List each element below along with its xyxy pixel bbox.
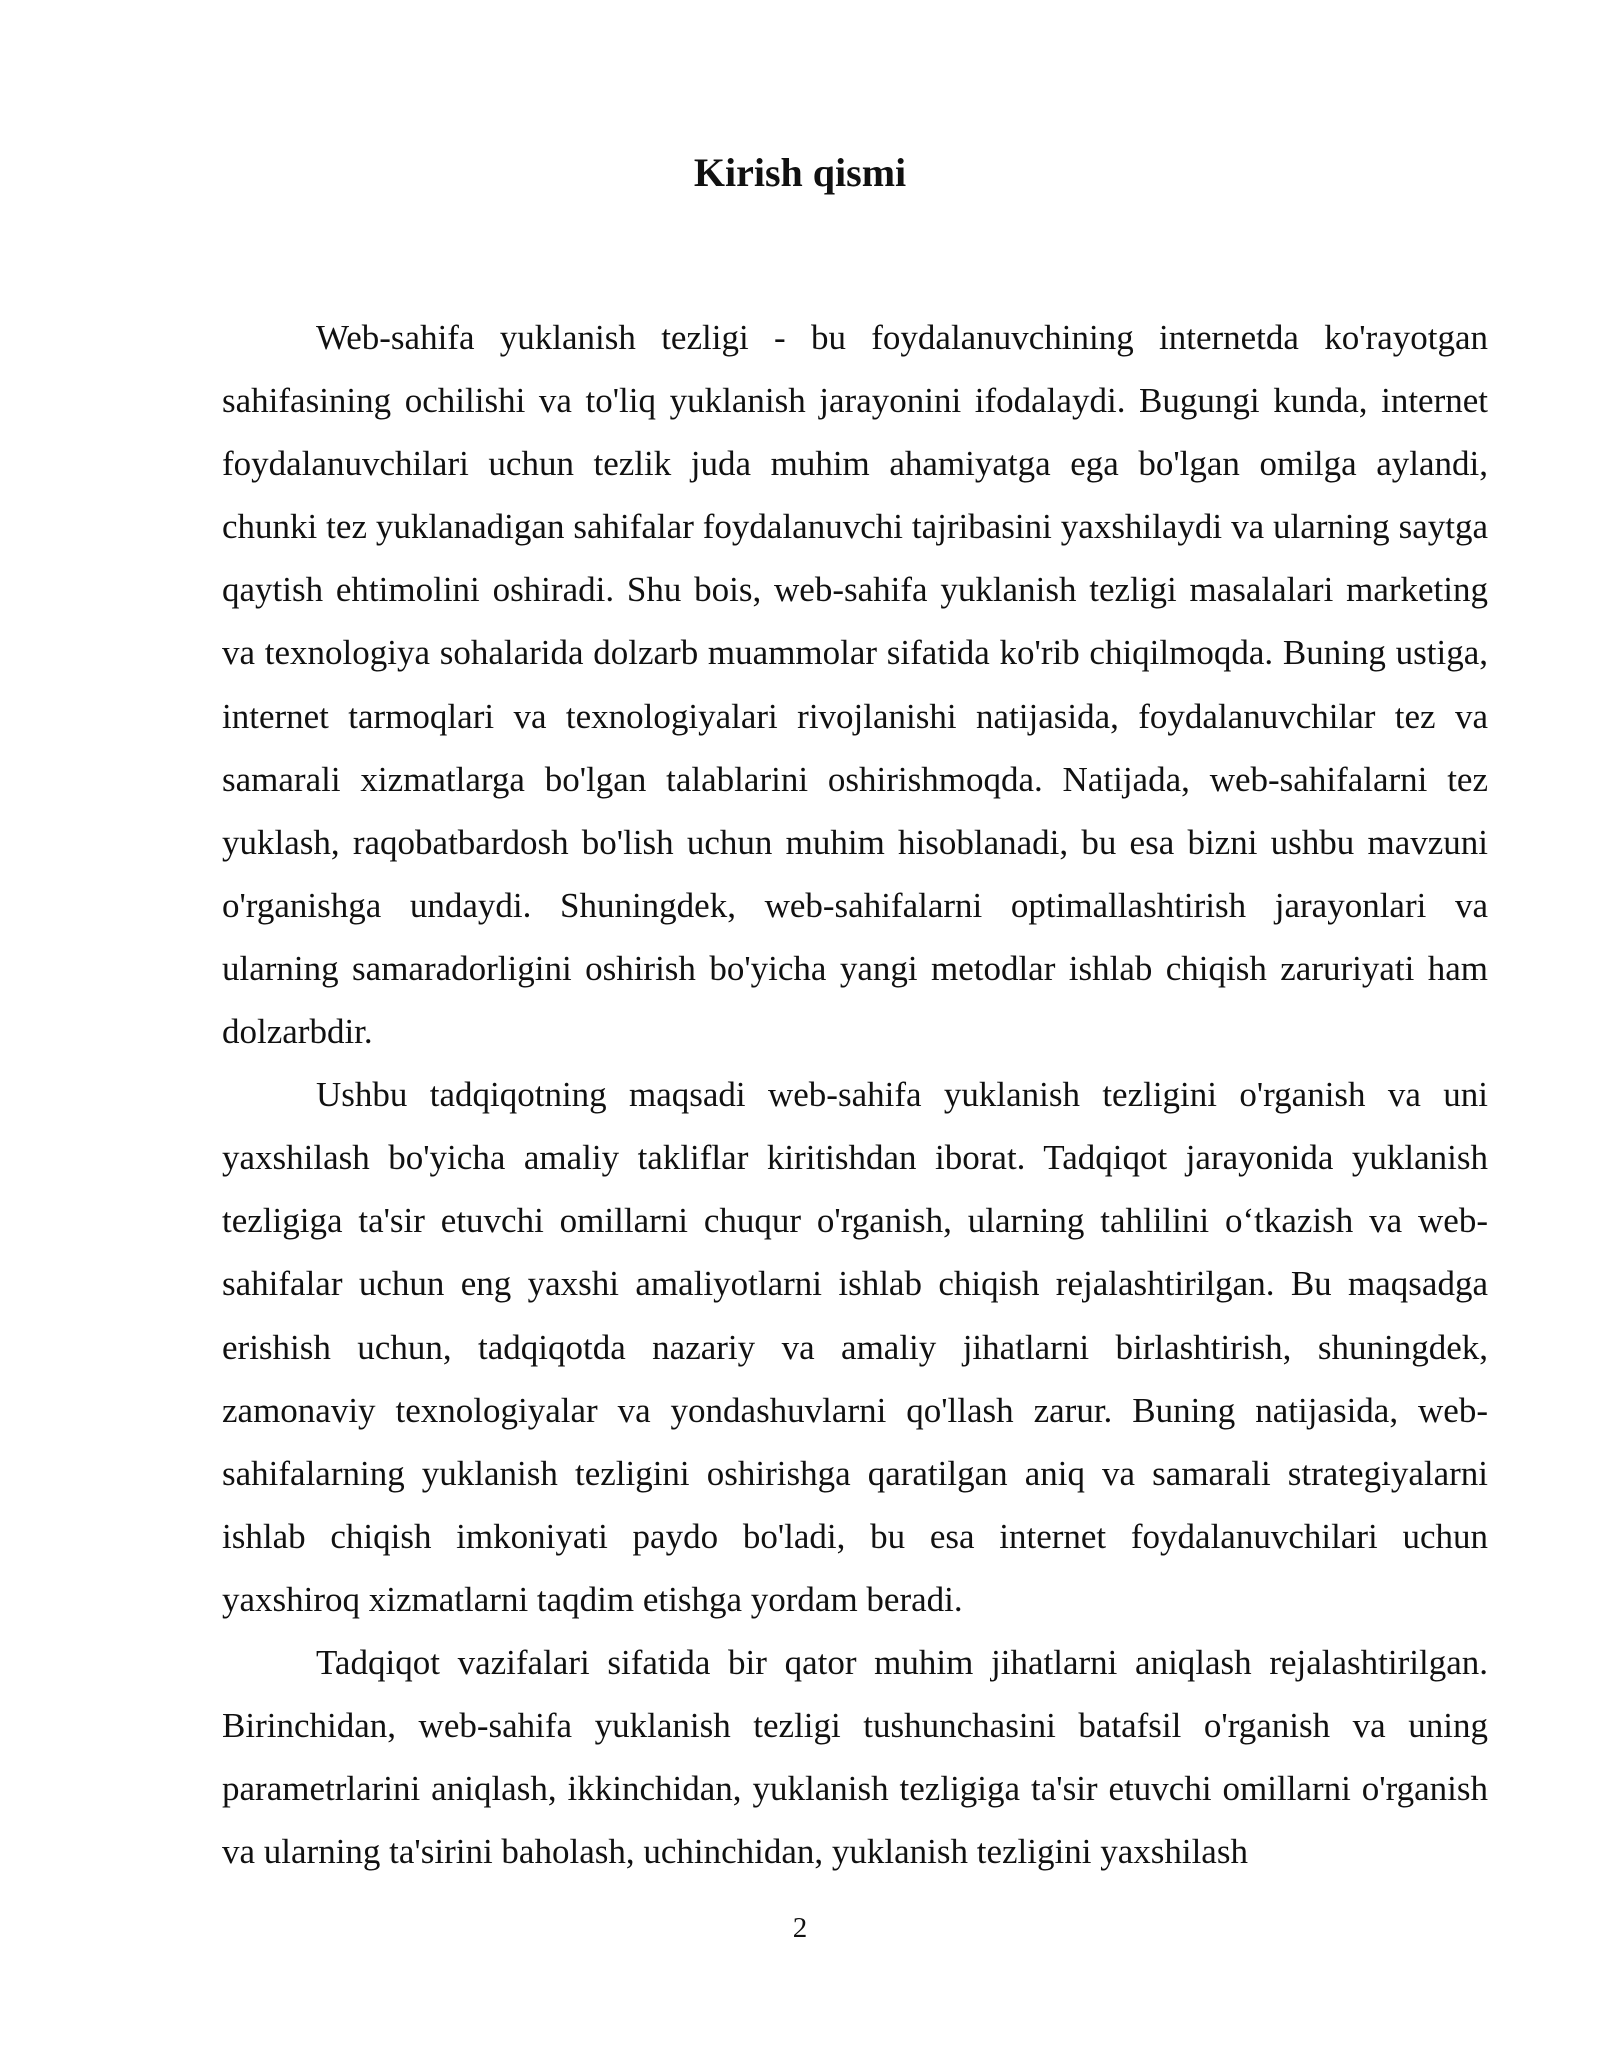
paragraph-2: Ushbu tadqiqotning maqsadi web-sahifa yuklanish tezligini o'rganish va uni yaxshilash bo'yicha amaliy takliflar kiritishdan iborat. Tadqiqot jarayonida yuklanish tezligiga ta'sir etuvchi omillarni chuqur o'rganish, ularning tahlilini o‘tkazish va web-sahifalar uchun eng yaxshi amaliyotlarni ishlab chiqish rejalashtirilgan. Bu maqsadga erishish uchun, tadqiqotda nazariy va amaliy jihatlarni birlashtirish, shuningdek, zamonaviy texnologiyalar va yondashuvlarni qo'llash zarur. Buning natijasida, web-sahifalarning yuklanish tezligini oshirishga qaratilgan aniq va samarali strategiyalarni ishlab chiqish imkoniyati paydo bo'ladi, bu esa internet foydalanuvchilari uchun yaxshiroq xizmatlarni taqdim etishga yordam beradi.: [222, 1075, 1488, 1619]
body-text: [222, 306, 1488, 1883]
paragraph-1: Web-sahifa yuklanish tezligi - bu foydalanuvchining internetda ko'rayotgan sahifasining ochilishi va to'liq yuklanish jarayonini ifodalaydi. Bugungi kunda, internet foydalanuvchilari uchun tezlik juda muhim ahamiyatga ega bo'lgan omilga aylandi, chunki tez yuklanadigan sahifalar foydalanuvchi tajribasini yaxshilaydi va ularning saytga qaytish ehtimolini oshiradi. Shu bois, web-sahifa yuklanish tezligi masalalari marketing va texnologiya sohalarida dolzarb muammolar sifatida ko'rib chiqilmoqda. Buning ustiga, internet tarmoqlari va texnologiyalari rivojlanishi natijasida, foydalanuvchilar tez va samarali xizmatlarga bo'lgan talablarini oshirishmoqda. Natijada, web-sahifalarni tez yuklash, raqobatbardosh bo'lish uchun muhim hisoblanadi, bu esa bizni ushbu mavzuni o'rganishga undaydi. Shuningdek, web-sahifalarni optimallashtirish jarayonlari va ularning samaradorligini oshirish bo'yicha yangi metodlar ishlab chiqish zaruriyati ham dolzarbdir.: [222, 318, 1488, 1052]
page-number: 2: [792, 1912, 808, 1944]
page-title: Kirish qismi: [693, 150, 907, 195]
paragraph-3: Tadqiqot vazifalari sifatida bir qator muhim jihatlarni aniqlash rejalashtirilgan. Birinchidan, web-sahifa yuklanish tezligi tushunchasini batafsil o'rganish va uning parametrlarini aniqlash, ikkinchidan, yuklanish tezligiga ta'sir etuvchi omillarni o'rganish va ularning ta'sirini baholash, uchinchidan, yuklanish tezligini yaxshilash: [222, 1642, 1488, 1872]
